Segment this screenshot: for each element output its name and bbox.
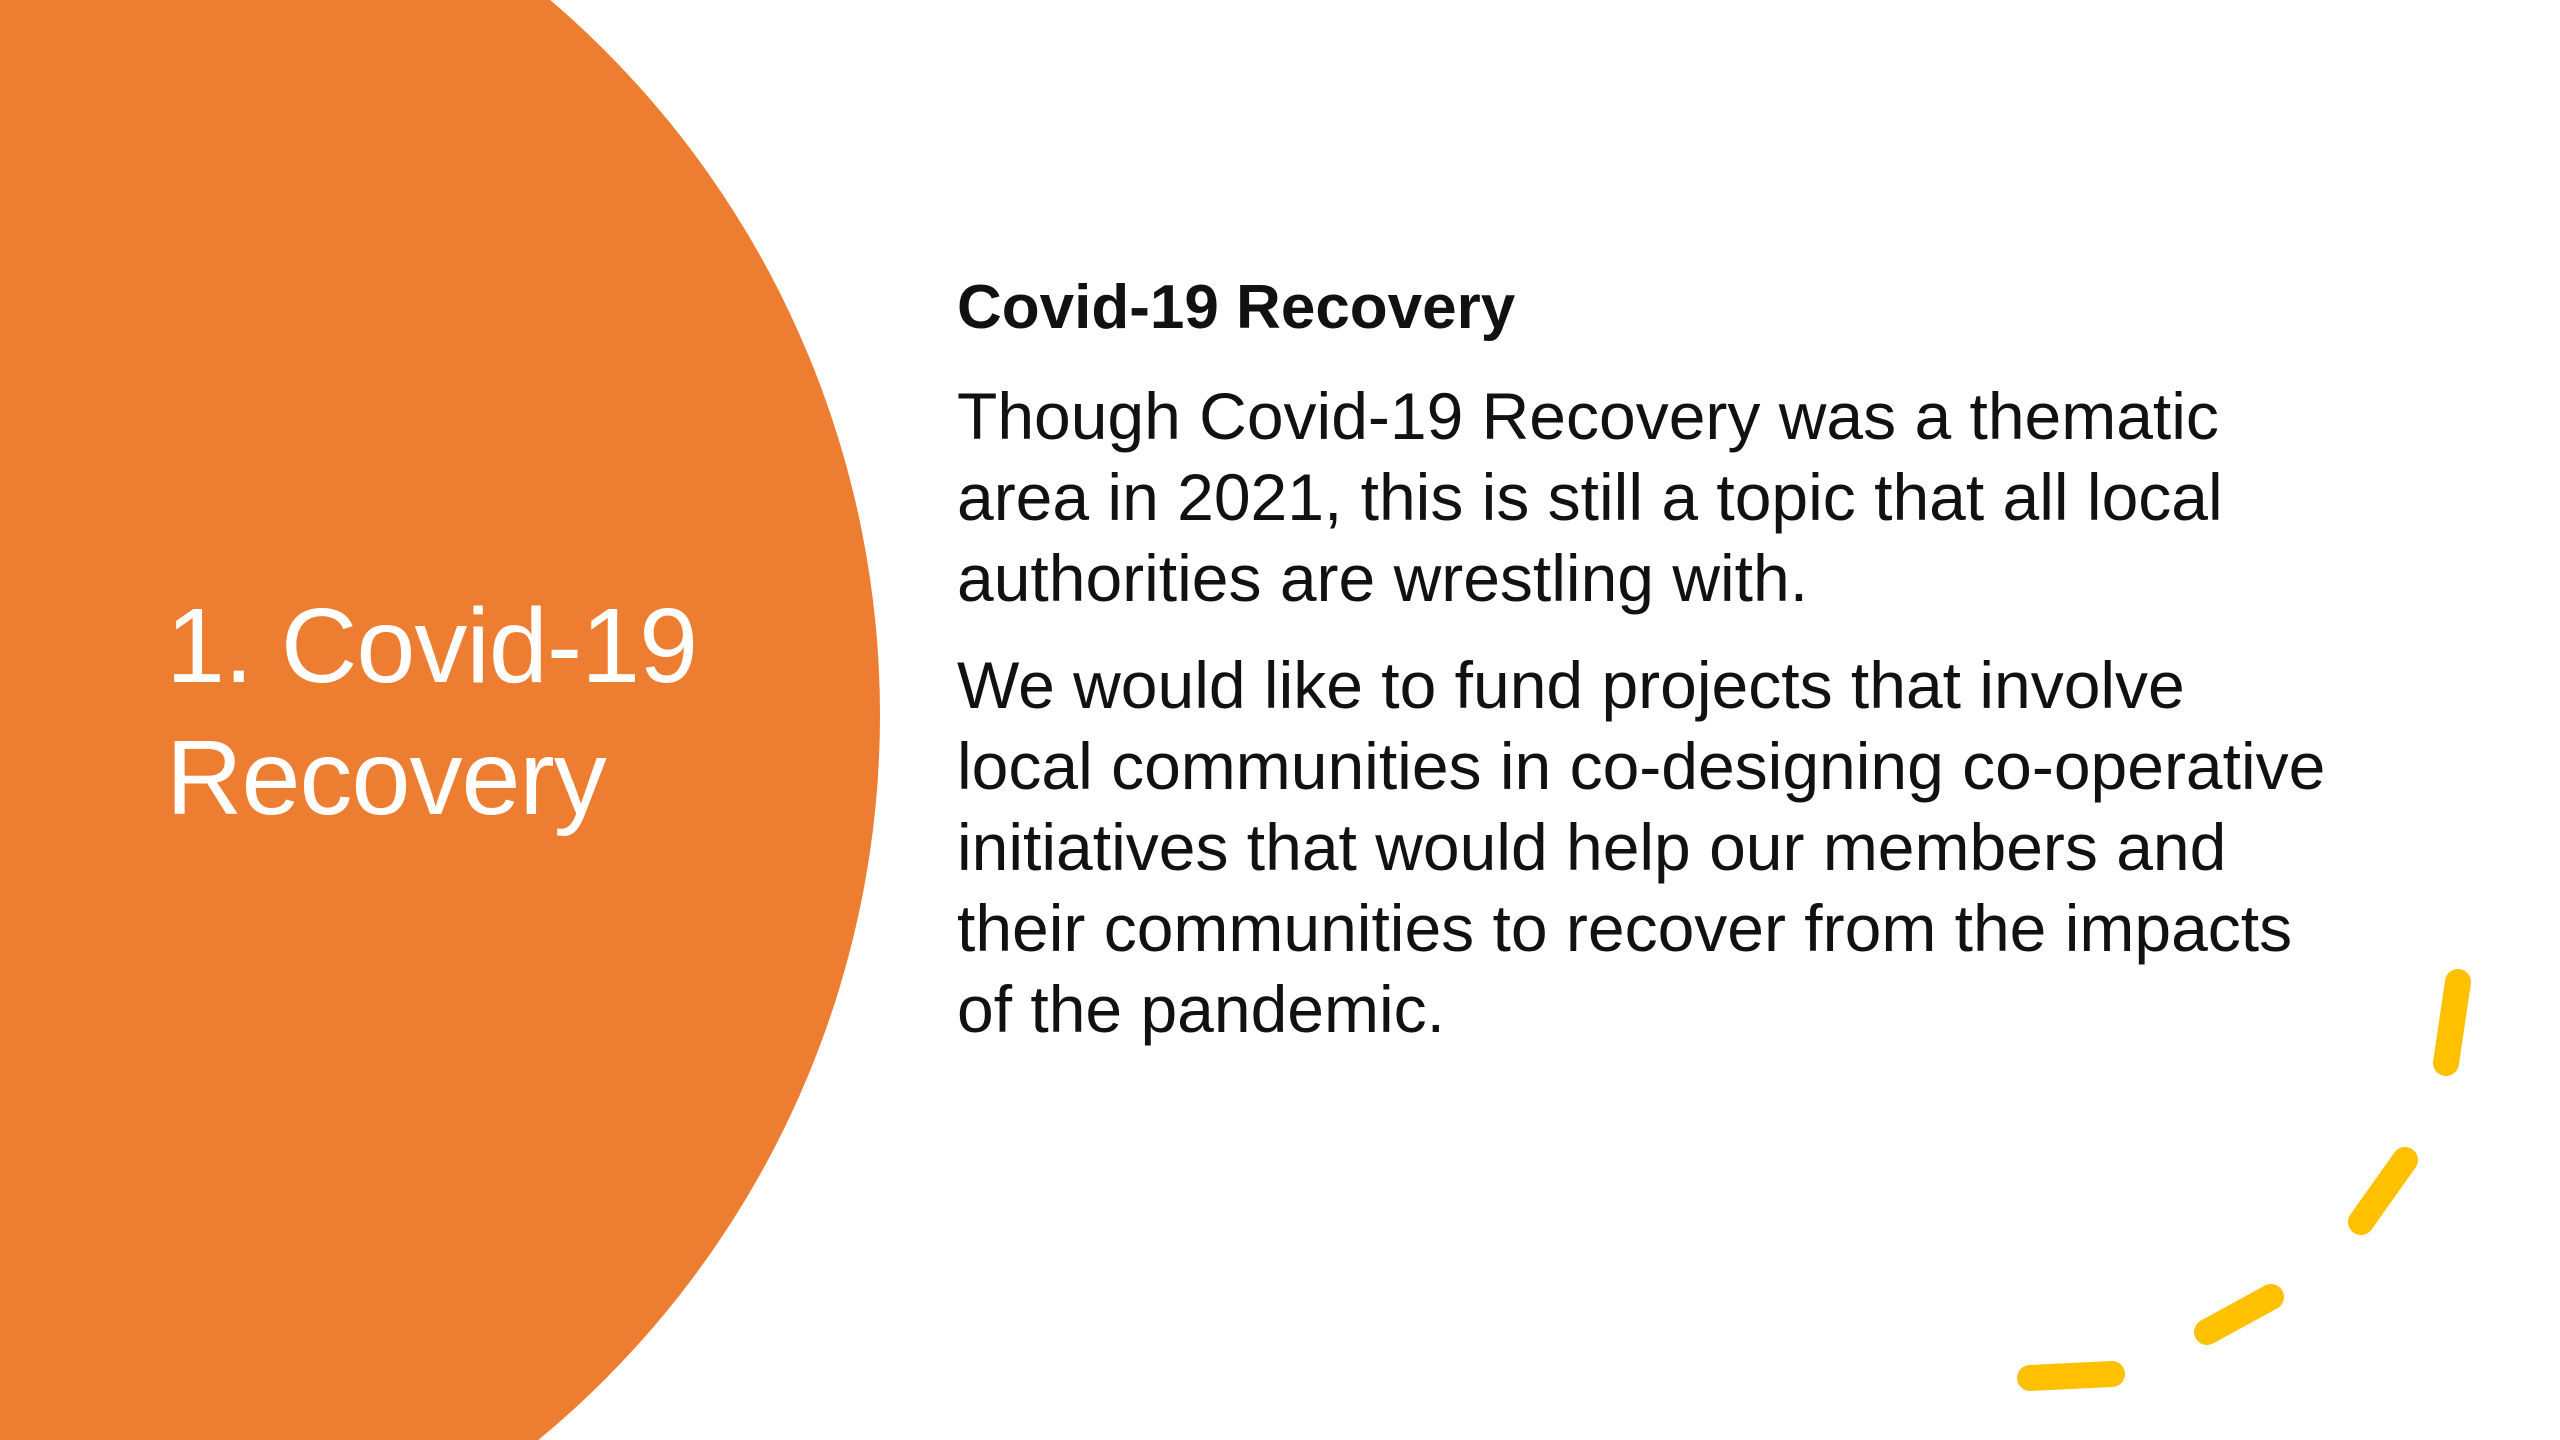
dash-3 bbox=[2207, 1297, 2271, 1332]
section-title-line-1: 1. Covid-19 bbox=[166, 587, 698, 705]
section-title-line-2: Recovery bbox=[166, 719, 606, 837]
content-heading: Covid-19 Recovery bbox=[957, 273, 1516, 342]
dash-2 bbox=[2361, 1160, 2405, 1222]
dash-4 bbox=[2030, 1374, 2112, 1378]
section-title bbox=[166, 580, 786, 844]
dash-1 bbox=[2446, 982, 2458, 1063]
paragraph-2: We would like to fund projects that involve local communities in co-designing co-operative initiatives that would help our members and their communities to recover from the impacts of the pandemic. bbox=[957, 648, 2326, 1046]
paragraph-1: Though Covid-19 Recovery was a thematic area in 2021, this is still a topic that all local authorities are wrestling with. bbox=[957, 379, 2223, 615]
content-body bbox=[957, 268, 2337, 1076]
